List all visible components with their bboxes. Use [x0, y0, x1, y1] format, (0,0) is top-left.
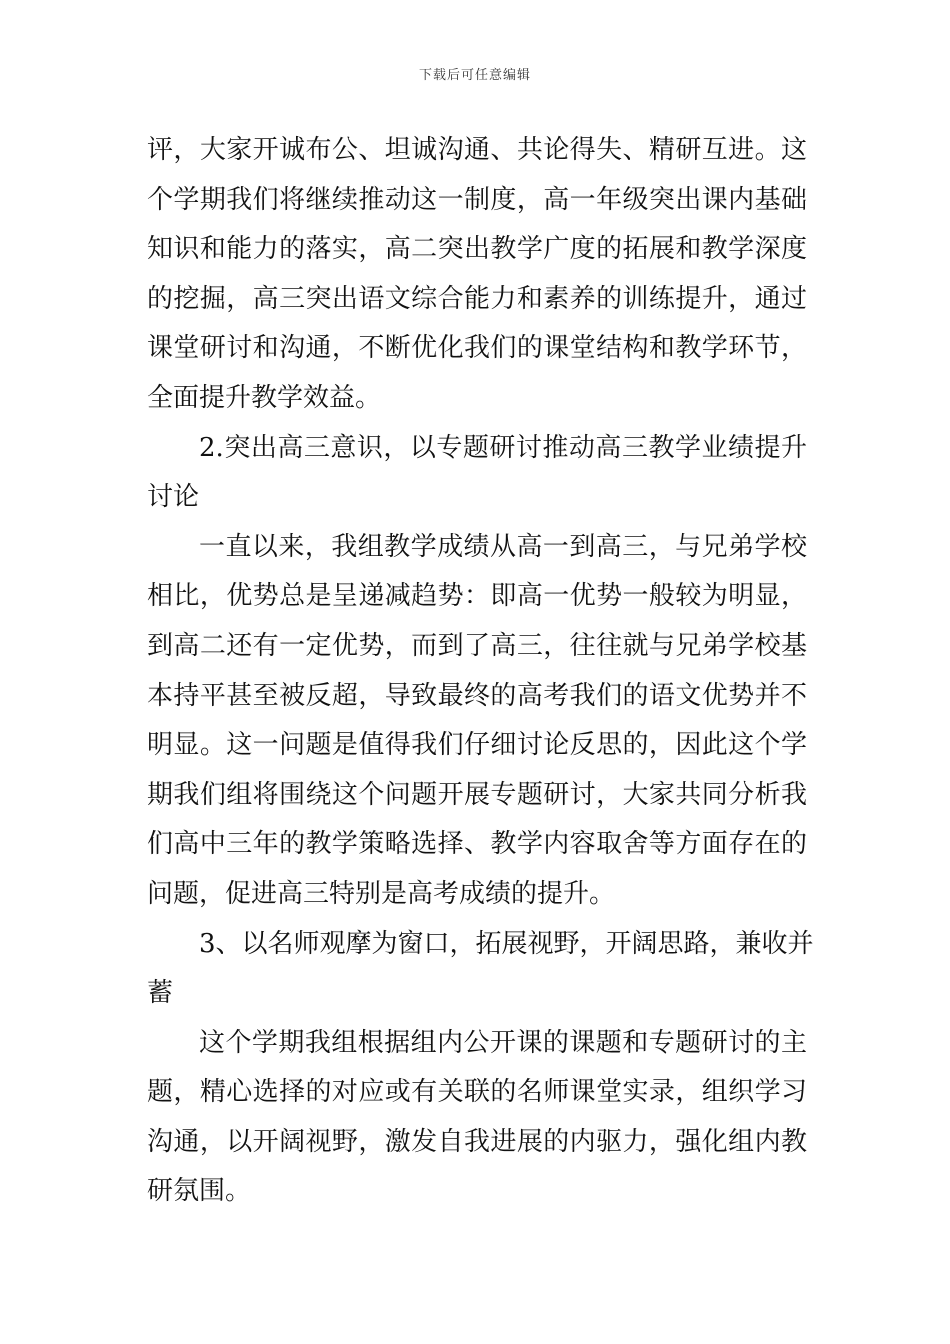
text-line: 相比，优势总是呈递减趋势：即高一优势一般较为明显，: [147, 581, 807, 612]
text-line: 个学期我们将继续推动这一制度，高一年级突出课内基础: [147, 184, 807, 215]
text-line: 明显。这一问题是值得我们仔细讨论反思的，因此这个学: [147, 730, 807, 761]
text-line: 本持平甚至被反超，导致最终的高考我们的语文优势并不: [147, 680, 807, 711]
text-line: 评，大家开诚布公、坦诚沟通、共论得失、精研互进。这: [147, 135, 807, 165]
document-body: [147, 126, 814, 1217]
text-line: 研氛围。: [147, 1176, 252, 1207]
text-line: 们高中三年的教学策略选择、教学内容取舍等方面存在的: [147, 829, 807, 860]
text-line: 到高二还有一定优势，而到了高三，往往就与兄弟学校基: [147, 630, 807, 661]
section-heading-2: 2.突出高三意识，以专题研讨推动高三教学业绩提升: [199, 432, 807, 463]
text-line: 沟通，以开阔视野，激发自我进展的内驱力，强化组内教: [147, 1126, 807, 1157]
text-line: 这个学期我组根据组内公开课的课题和专题研讨的主: [199, 1027, 807, 1058]
page-header: 下载后可任意编辑: [418, 68, 531, 83]
section-heading-3-cont: 蓄: [147, 978, 174, 1009]
text-line: 课堂研讨和沟通，不断优化我们的课堂结构和教学环节，: [147, 333, 807, 364]
text-line: 的挖掘，高三突出语文综合能力和素养的训练提升，通过: [147, 283, 807, 314]
text-line: 期我们组将围绕这个问题开展专题研讨，大家共同分析我: [147, 779, 807, 810]
section-heading-3: 3、以名师观摩为窗口，拓展视野，开阔思路，兼收并: [199, 928, 814, 959]
text-line: 一直以来，我组教学成绩从高一到高三，与兄弟学校: [199, 531, 807, 562]
text-line: 知识和能力的落实，高二突出教学广度的拓展和教学深度: [147, 234, 807, 265]
text-line: 全面提升教学效益。: [147, 382, 382, 413]
text-line: 问题，促进高三特别是高考成绩的提升。: [147, 878, 616, 909]
text-line: 题，精心选择的对应或有关联的名师课堂实录，组织学习: [147, 1077, 807, 1108]
section-heading-2-cont: 讨论: [147, 482, 200, 513]
